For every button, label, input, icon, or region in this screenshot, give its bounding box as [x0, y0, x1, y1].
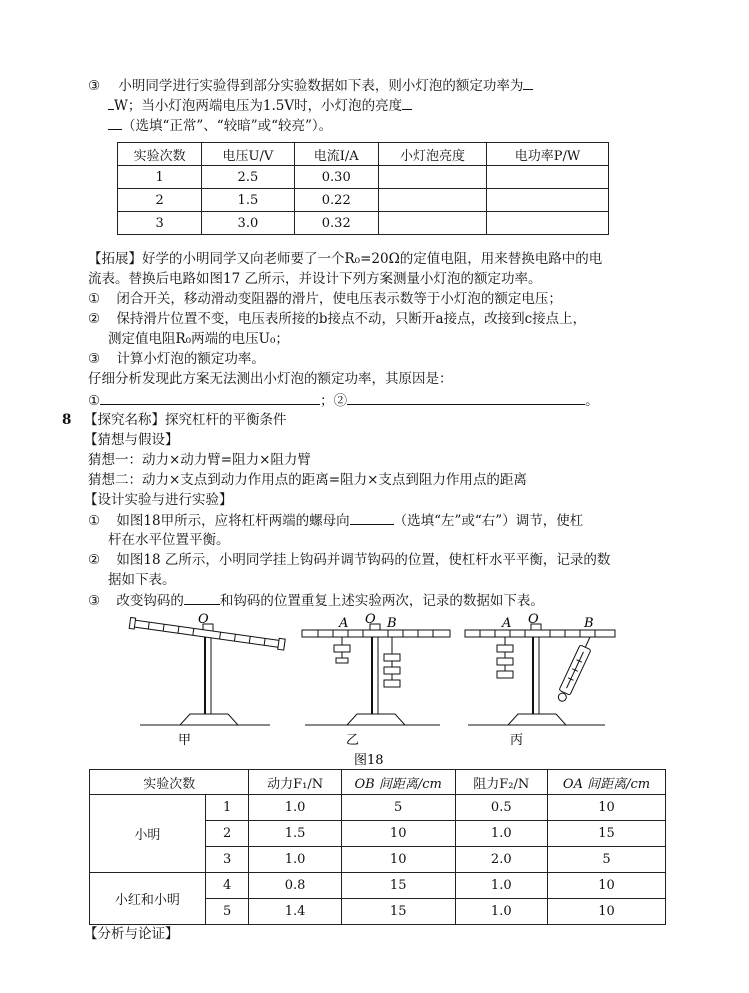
step-marker: ① [88, 291, 101, 307]
cell: 3 [118, 212, 202, 235]
cell: 5 [205, 899, 249, 925]
label-O-bing: O [528, 612, 539, 627]
cell: 2.0 [455, 847, 547, 873]
cell: 1.5 [202, 189, 294, 212]
cell: 3 [205, 847, 249, 873]
cell: 2 [118, 189, 202, 212]
label-O-jia: O [198, 612, 209, 627]
label-jia: 甲 [178, 733, 192, 748]
lever-yi-figure [302, 624, 450, 725]
lever-bing-figure [465, 624, 615, 725]
figure-caption: 图18 [354, 753, 384, 768]
table-lever-data [89, 769, 666, 925]
label-A-bing: A [502, 616, 512, 631]
step-text: 和钩码的位置重复上述实验两次，记录的数据如下表。 [219, 593, 544, 609]
cell: 1 [205, 795, 249, 821]
step-marker: ③ [88, 351, 101, 367]
cell: 0.30 [294, 166, 378, 189]
step-text: 改变钩码的 [116, 593, 184, 609]
group-name: 小红和小明 [90, 873, 206, 925]
cell: 1.0 [249, 795, 341, 821]
th: 电流I/A [294, 143, 378, 166]
step-text: 闭合开关，移动滑动变阻器的滑片，使电压表示数等于小灯泡的额定电压； [116, 291, 562, 307]
step-marker: ② [88, 552, 101, 568]
cell: 10 [341, 847, 455, 873]
group-name: 小明 [90, 795, 206, 873]
label-B-yi: B [387, 616, 397, 631]
label-B-bing: B [584, 616, 594, 631]
blank-marker-2: ；② [320, 393, 348, 409]
extension-line1: 【拓展】好学的小明同学又向老师要了一个R₀=20Ω的定值电阻，用来替换电路中的电 [88, 251, 603, 267]
cell: 15 [548, 821, 666, 847]
cell: 5 [548, 847, 666, 873]
cell: 0.5 [455, 795, 547, 821]
label-bing: 丙 [510, 733, 524, 748]
step-marker: ① [88, 513, 101, 529]
step-marker: ③ [88, 78, 101, 94]
table-row [90, 795, 666, 821]
cell: 1.5 [249, 821, 341, 847]
analysis-heading: 【分析与论证】 [84, 926, 179, 942]
cell: 1.0 [455, 899, 547, 925]
table-row [90, 873, 666, 899]
th: 阻力F₂/N [455, 770, 547, 795]
step-text: 保持滑片位置不变，电压表所接的b接点不动，只断开a接点，改接到c接点上， [116, 311, 587, 327]
cell: 10 [548, 873, 666, 899]
extension-step2-cont: 测定值电阻R₀两端的电压U₀； [108, 331, 289, 347]
cell: 1.0 [249, 847, 341, 873]
guess2: 猜想二：动力×支点到动力作用点的距离=阻力×支点到阻力作用点的距离 [88, 472, 527, 488]
th: 实验次数 [90, 770, 249, 795]
hypothesis-heading: 【猜想与假设】 [84, 432, 179, 448]
th: 电功率P/W [486, 143, 608, 166]
cell: 10 [548, 899, 666, 925]
step-text: （选填“左”或“右”）调节，使杠 [393, 513, 584, 529]
step-text: 如图18甲所示，应将杠杆两端的螺母向 [116, 513, 350, 529]
q3-text1: 小明同学进行实验得到部分实验数据如下表，则小灯泡的额定功率为 [118, 78, 524, 94]
cell: 4 [205, 873, 249, 899]
cell: 3.0 [202, 212, 294, 235]
cell: 1.0 [455, 873, 547, 899]
cell: 1.4 [249, 899, 341, 925]
label-yi: 乙 [346, 733, 360, 748]
q3-text3: （选填“正常”、“较暗”或“较亮”）。 [122, 118, 333, 134]
blank-marker-1: ① [88, 393, 101, 409]
th: 实验次数 [118, 143, 202, 166]
question-number: 8 [62, 412, 72, 428]
cell: 0.8 [249, 873, 341, 899]
step-marker: ② [88, 311, 101, 327]
cell: 5 [341, 795, 455, 821]
th: 动力F₁/N [249, 770, 341, 795]
lever-jia-figure [129, 617, 285, 725]
cell: 0.32 [294, 212, 378, 235]
cell: 1.0 [455, 821, 547, 847]
design-heading: 【设计实验与进行实验】 [84, 492, 233, 508]
table-header-row [90, 770, 666, 795]
label-A-yi: A [339, 616, 349, 631]
step-marker: ③ [88, 593, 101, 609]
cell: 10 [548, 795, 666, 821]
cell: 10 [341, 821, 455, 847]
cell: 2.5 [202, 166, 294, 189]
th: 电压U/V [202, 143, 294, 166]
cell: 15 [341, 873, 455, 899]
cell: 2 [205, 821, 249, 847]
step-text: 计算小灯泡的额定功率。 [116, 351, 265, 367]
extension-line2: 流表。替换后电路如图17 乙所示，并设计下列方案测量小灯泡的额定功率。 [88, 271, 542, 287]
design-step2-cont: 据如下表。 [108, 572, 176, 588]
line-end: 。 [585, 393, 599, 409]
step-text: 如图18 乙所示，小明同学挂上钩码并调节钩码的位置，使杠杆水平平衡，记录的数 [116, 552, 611, 568]
th: OA 间距离/cm [548, 770, 666, 795]
label-O-yi: O [365, 612, 376, 627]
design-step1-cont: 杆在水平位置平衡。 [108, 532, 230, 548]
guess1: 猜想一：动力×动力臂=阻力×阻力臂 [88, 452, 311, 468]
cell: 1 [118, 166, 202, 189]
extension-analysis: 仔细分析发现此方案无法测出小灯泡的额定功率，其原因是： [88, 371, 453, 387]
lever-title: 【探究名称】探究杠杆的平衡条件 [84, 412, 287, 428]
cell: 15 [341, 899, 455, 925]
th: OB 间距离/cm [341, 770, 455, 795]
th: 小灯泡亮度 [378, 143, 486, 166]
cell: 0.22 [294, 189, 378, 212]
q3-text2: W；当小灯泡两端电压为1.5V时，小灯泡的亮度 [114, 98, 403, 114]
